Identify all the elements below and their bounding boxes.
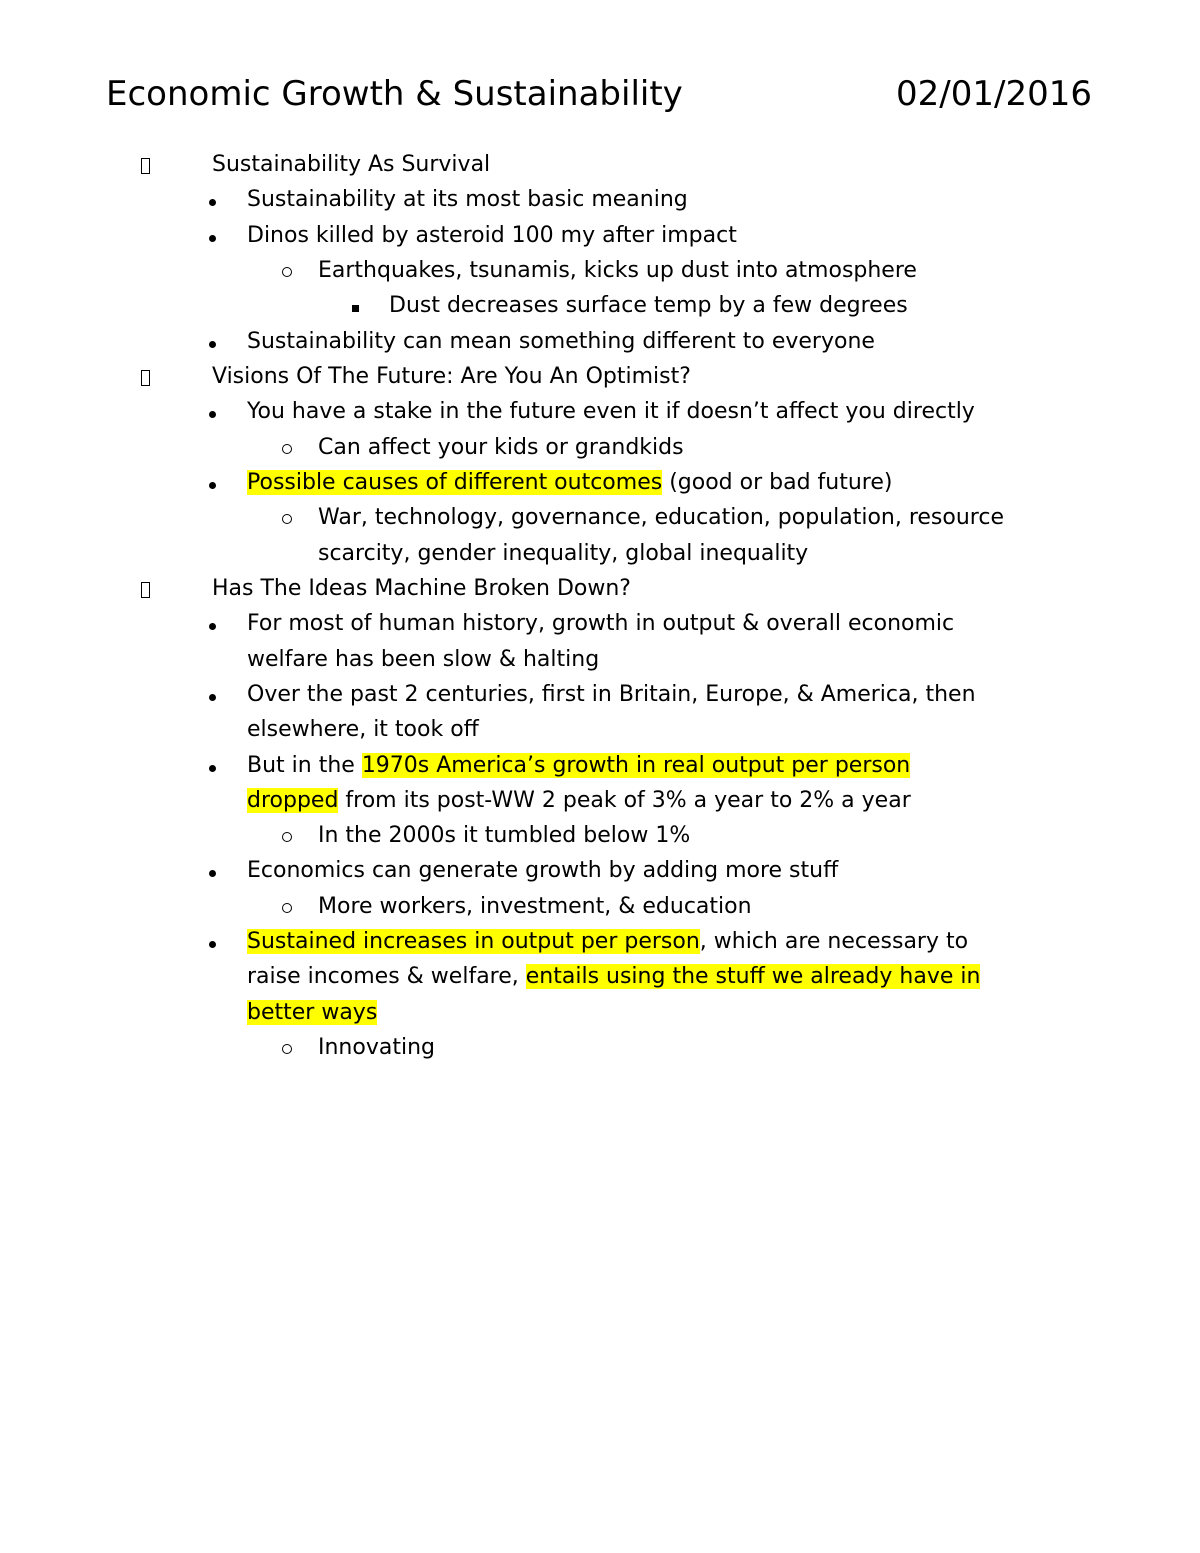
list-item [247, 748, 910, 783]
bullet-circle-icon [282, 430, 292, 465]
list-item-text: raise incomes & welfare, [247, 964, 526, 989]
highlighted-text: entails using the stuff we already have in [525, 964, 981, 989]
list-item: Dinos killed by asteroid 100 my after impact [247, 223, 737, 248]
list-item-continuation [247, 959, 980, 994]
document-title: Economic Growth & Sustainability [106, 74, 683, 114]
section-heading: Has The Ideas Machine Broken Down? [212, 576, 631, 601]
bullet-dot-icon [209, 606, 216, 641]
bullet-circle-icon [282, 889, 292, 924]
list-item: In the 2000s it tumbled below 1% [318, 823, 691, 848]
bullet-circle-icon [282, 818, 292, 853]
list-item: For most of human history, growth in output & overall economic [247, 611, 955, 636]
bullet-dot-icon [209, 182, 216, 217]
highlighted-text: dropped [247, 788, 339, 813]
list-item: Innovating [318, 1035, 435, 1060]
bullet-dot-icon [209, 748, 216, 783]
document-date: 02/01/2016 [896, 74, 1092, 114]
highlighted-text: better ways [247, 1000, 378, 1025]
bullet-dot-icon [209, 853, 216, 888]
list-item [247, 465, 892, 500]
unknown-glyph-icon [141, 359, 150, 397]
list-item: War, technology, governance, education, population, resource [318, 505, 1004, 530]
unknown-glyph-icon [141, 147, 150, 185]
bullet-square-icon [352, 288, 359, 323]
bullet-dot-icon [209, 218, 216, 253]
list-item: Economics can generate growth by adding more stuff [247, 858, 839, 883]
bullet-dot-icon [209, 924, 216, 959]
bullet-circle-icon [282, 253, 292, 288]
list-item: You have a stake in the future even it if doesn’t affect you directly [247, 399, 975, 424]
bullet-dot-icon [209, 394, 216, 429]
list-item-continuation: scarcity, gender inequality, global inequality [318, 541, 809, 566]
list-item-text: (good or bad future) [662, 470, 893, 495]
bullet-circle-icon [282, 500, 292, 535]
list-item-continuation: elsewhere, it took off [247, 717, 479, 742]
list-item-continuation [247, 783, 911, 818]
list-item-continuation: welfare has been slow & halting [247, 647, 600, 672]
highlighted-text: 1970s America’s growth in real output per person [361, 753, 911, 778]
list-item-text: , which are necessary to [699, 929, 969, 954]
list-item: Over the past 2 centuries, first in Britain, Europe, & America, then [247, 682, 976, 707]
list-item: Dust decreases surface temp by a few degrees [389, 293, 908, 318]
list-item-text: But in the [247, 753, 362, 778]
bullet-circle-icon [282, 1030, 292, 1065]
list-item-continuation [247, 995, 377, 1030]
unknown-glyph-icon [141, 571, 150, 609]
section-heading: Sustainability As Survival [212, 152, 491, 177]
list-item: Sustainability can mean something different to everyone [247, 329, 875, 354]
list-item-text: from its post-WW 2 peak of 3% a year to 2% a year [338, 788, 911, 813]
bullet-dot-icon [209, 324, 216, 359]
list-item: Sustainability at its most basic meaning [247, 187, 688, 212]
list-item: More workers, investment, & education [318, 894, 752, 919]
bullet-dot-icon [209, 677, 216, 712]
list-item [247, 924, 968, 959]
bullet-dot-icon [209, 465, 216, 500]
highlighted-text: Possible causes of different outcomes [247, 470, 663, 495]
section-heading: Visions Of The Future: Are You An Optimist? [212, 364, 691, 389]
list-item: Can affect your kids or grandkids [318, 435, 684, 460]
list-item: Earthquakes, tsunamis, kicks up dust into atmosphere [318, 258, 917, 283]
highlighted-text: Sustained increases in output per person [247, 929, 700, 954]
